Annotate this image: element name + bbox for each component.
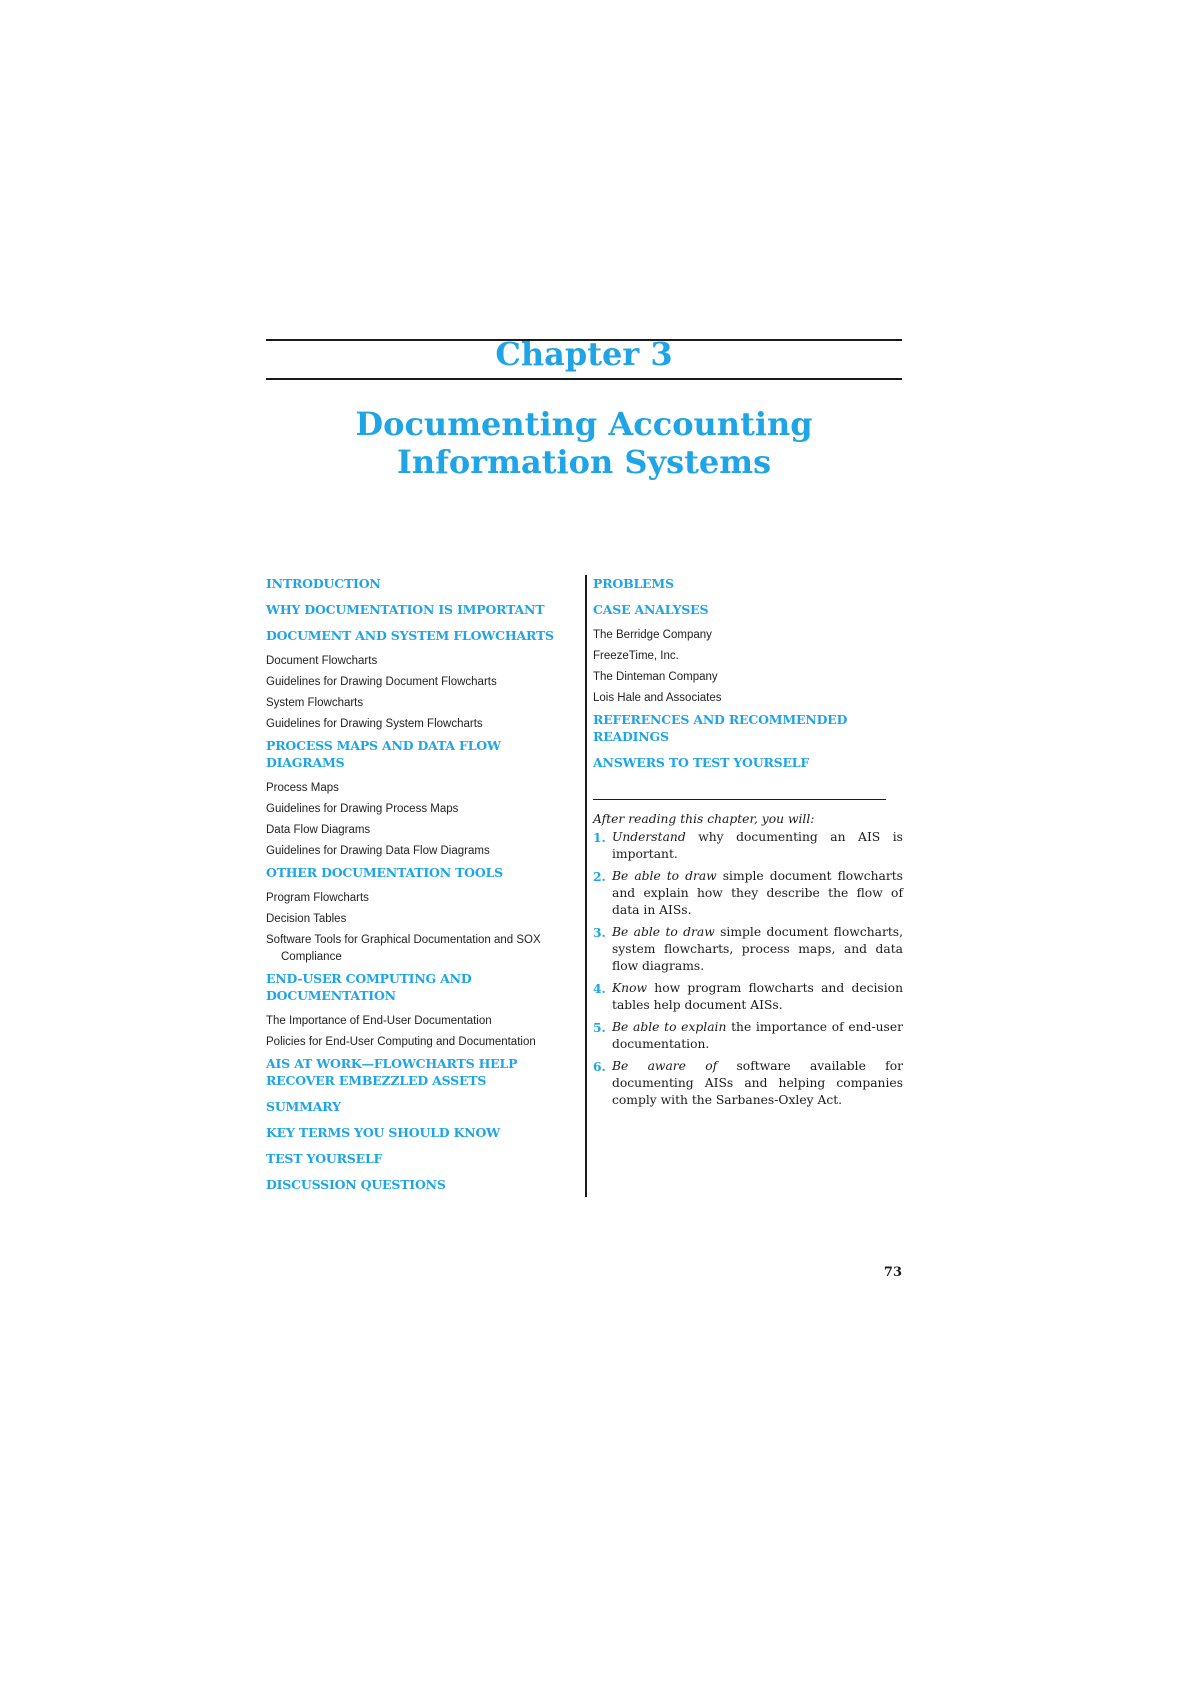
objective-number: 3. [593,925,606,940]
contents-heading: PROBLEMS [593,576,674,591]
contents-subheading: Guidelines for Drawing Process Maps [266,803,459,815]
objectives-intro: After reading this chapter, you will: [593,812,815,826]
contents-heading: SUMMARY [266,1099,341,1114]
objective-emphasis: Be able to draw [612,869,717,883]
chapter-title-line-1: Documenting Accounting [355,405,813,443]
objective-text [612,980,903,1014]
objective-number: 1. [593,830,606,845]
contents-subheading: Guidelines for Drawing Data Flow Diagrams [266,845,490,857]
contents-subheading: FreezeTime, Inc. [593,650,679,662]
contents-heading: KEY TERMS YOU SHOULD KNOW [266,1125,500,1140]
contents-heading: DISCUSSION QUESTIONS [266,1177,446,1192]
objective-item [593,868,903,919]
objective-rest: software available for documenting AISs and helping companies comply with the Sarbanes-Oxley Act. [612,1059,903,1107]
contents-heading: ANSWERS TO TEST YOURSELF [593,755,810,770]
contents-heading: END-USER COMPUTING AND DOCUMENTATION [266,971,472,1003]
objective-number: 2. [593,869,606,884]
contents-subheading: The Dinteman Company [593,671,718,683]
objective-item [593,1019,903,1053]
objective-rest: simple document flowcharts, system flowcharts, process maps, and data flow diagrams. [612,925,903,973]
contents-heading: TEST YOURSELF [266,1151,383,1166]
contents-subheading: Document Flowcharts [266,655,378,667]
objective-text [612,1019,903,1053]
objective-emphasis: Be aware of [612,1059,718,1073]
contents-heading: CASE ANALYSES [593,602,709,617]
contents-right-column [593,575,903,780]
objective-item [593,1058,903,1109]
objectives-rule [593,799,886,800]
objective-number: 5. [593,1020,606,1035]
learning-objectives [593,811,903,1114]
contents-subheading: Data Flow Diagrams [266,824,371,836]
chapter-title-line-2: Information Systems [396,443,772,481]
contents-subheading: Program Flowcharts [266,892,369,904]
contents-subheading: Guidelines for Drawing System Flowcharts [266,718,483,730]
contents-subheading: Software Tools for Graphical Documentation and SOX Compliance [266,934,541,963]
objective-item [593,829,903,863]
objective-rest: why documenting an AIS is important. [612,830,903,861]
contents-subheading: Policies for End-User Computing and Documentation [266,1036,536,1048]
objective-emphasis: Be able to explain [612,1020,727,1034]
contents-heading: INTRODUCTION [266,576,381,591]
contents-heading: DOCUMENT AND SYSTEM FLOWCHARTS [266,628,554,643]
contents-heading: REFERENCES AND RECOMMENDED READINGS [593,712,848,744]
objective-text [612,829,903,863]
objective-item [593,924,903,975]
objective-rest: the importance of end-user documentation. [612,1020,904,1051]
objective-rest: how program flowcharts and decision tables help document AISs. [612,981,903,1012]
objective-rest: simple document flowcharts and explain how they describe the flow of data in AISs. [612,869,903,917]
objective-item [593,980,903,1014]
chapter-bottom-rule [266,378,902,380]
contents-subheading: Lois Hale and Associates [593,692,722,704]
contents-subheading: Guidelines for Drawing Document Flowcharts [266,676,497,688]
contents-left-column [266,575,582,1202]
page-number: 73 [883,1265,902,1280]
contents-heading: OTHER DOCUMENTATION TOOLS [266,865,503,880]
contents-subheading: The Importance of End-User Documentation [266,1015,492,1027]
contents-subheading: Process Maps [266,782,339,794]
objective-number: 4. [593,981,606,996]
column-divider [585,575,587,1197]
objective-emphasis: Be able to draw [612,925,715,939]
contents-heading: PROCESS MAPS AND DATA FLOW DIAGRAMS [266,738,501,770]
objective-text [612,868,903,919]
objective-emphasis: Understand [612,830,686,844]
objective-number: 6. [593,1059,606,1074]
objectives-list [593,829,903,1109]
objective-text [612,924,903,975]
objective-emphasis: Know [612,981,648,995]
chapter-title [266,405,902,481]
contents-subheading: Decision Tables [266,913,347,925]
contents-subheading: The Berridge Company [593,629,712,641]
contents-heading: WHY DOCUMENTATION IS IMPORTANT [266,602,545,617]
chapter-label: Chapter 3 [495,335,673,373]
objective-text [612,1058,903,1109]
contents-heading: AIS AT WORK—FLOWCHARTS HELP RECOVER EMBEZZLED ASSETS [266,1056,518,1088]
contents-subheading: System Flowcharts [266,697,364,709]
